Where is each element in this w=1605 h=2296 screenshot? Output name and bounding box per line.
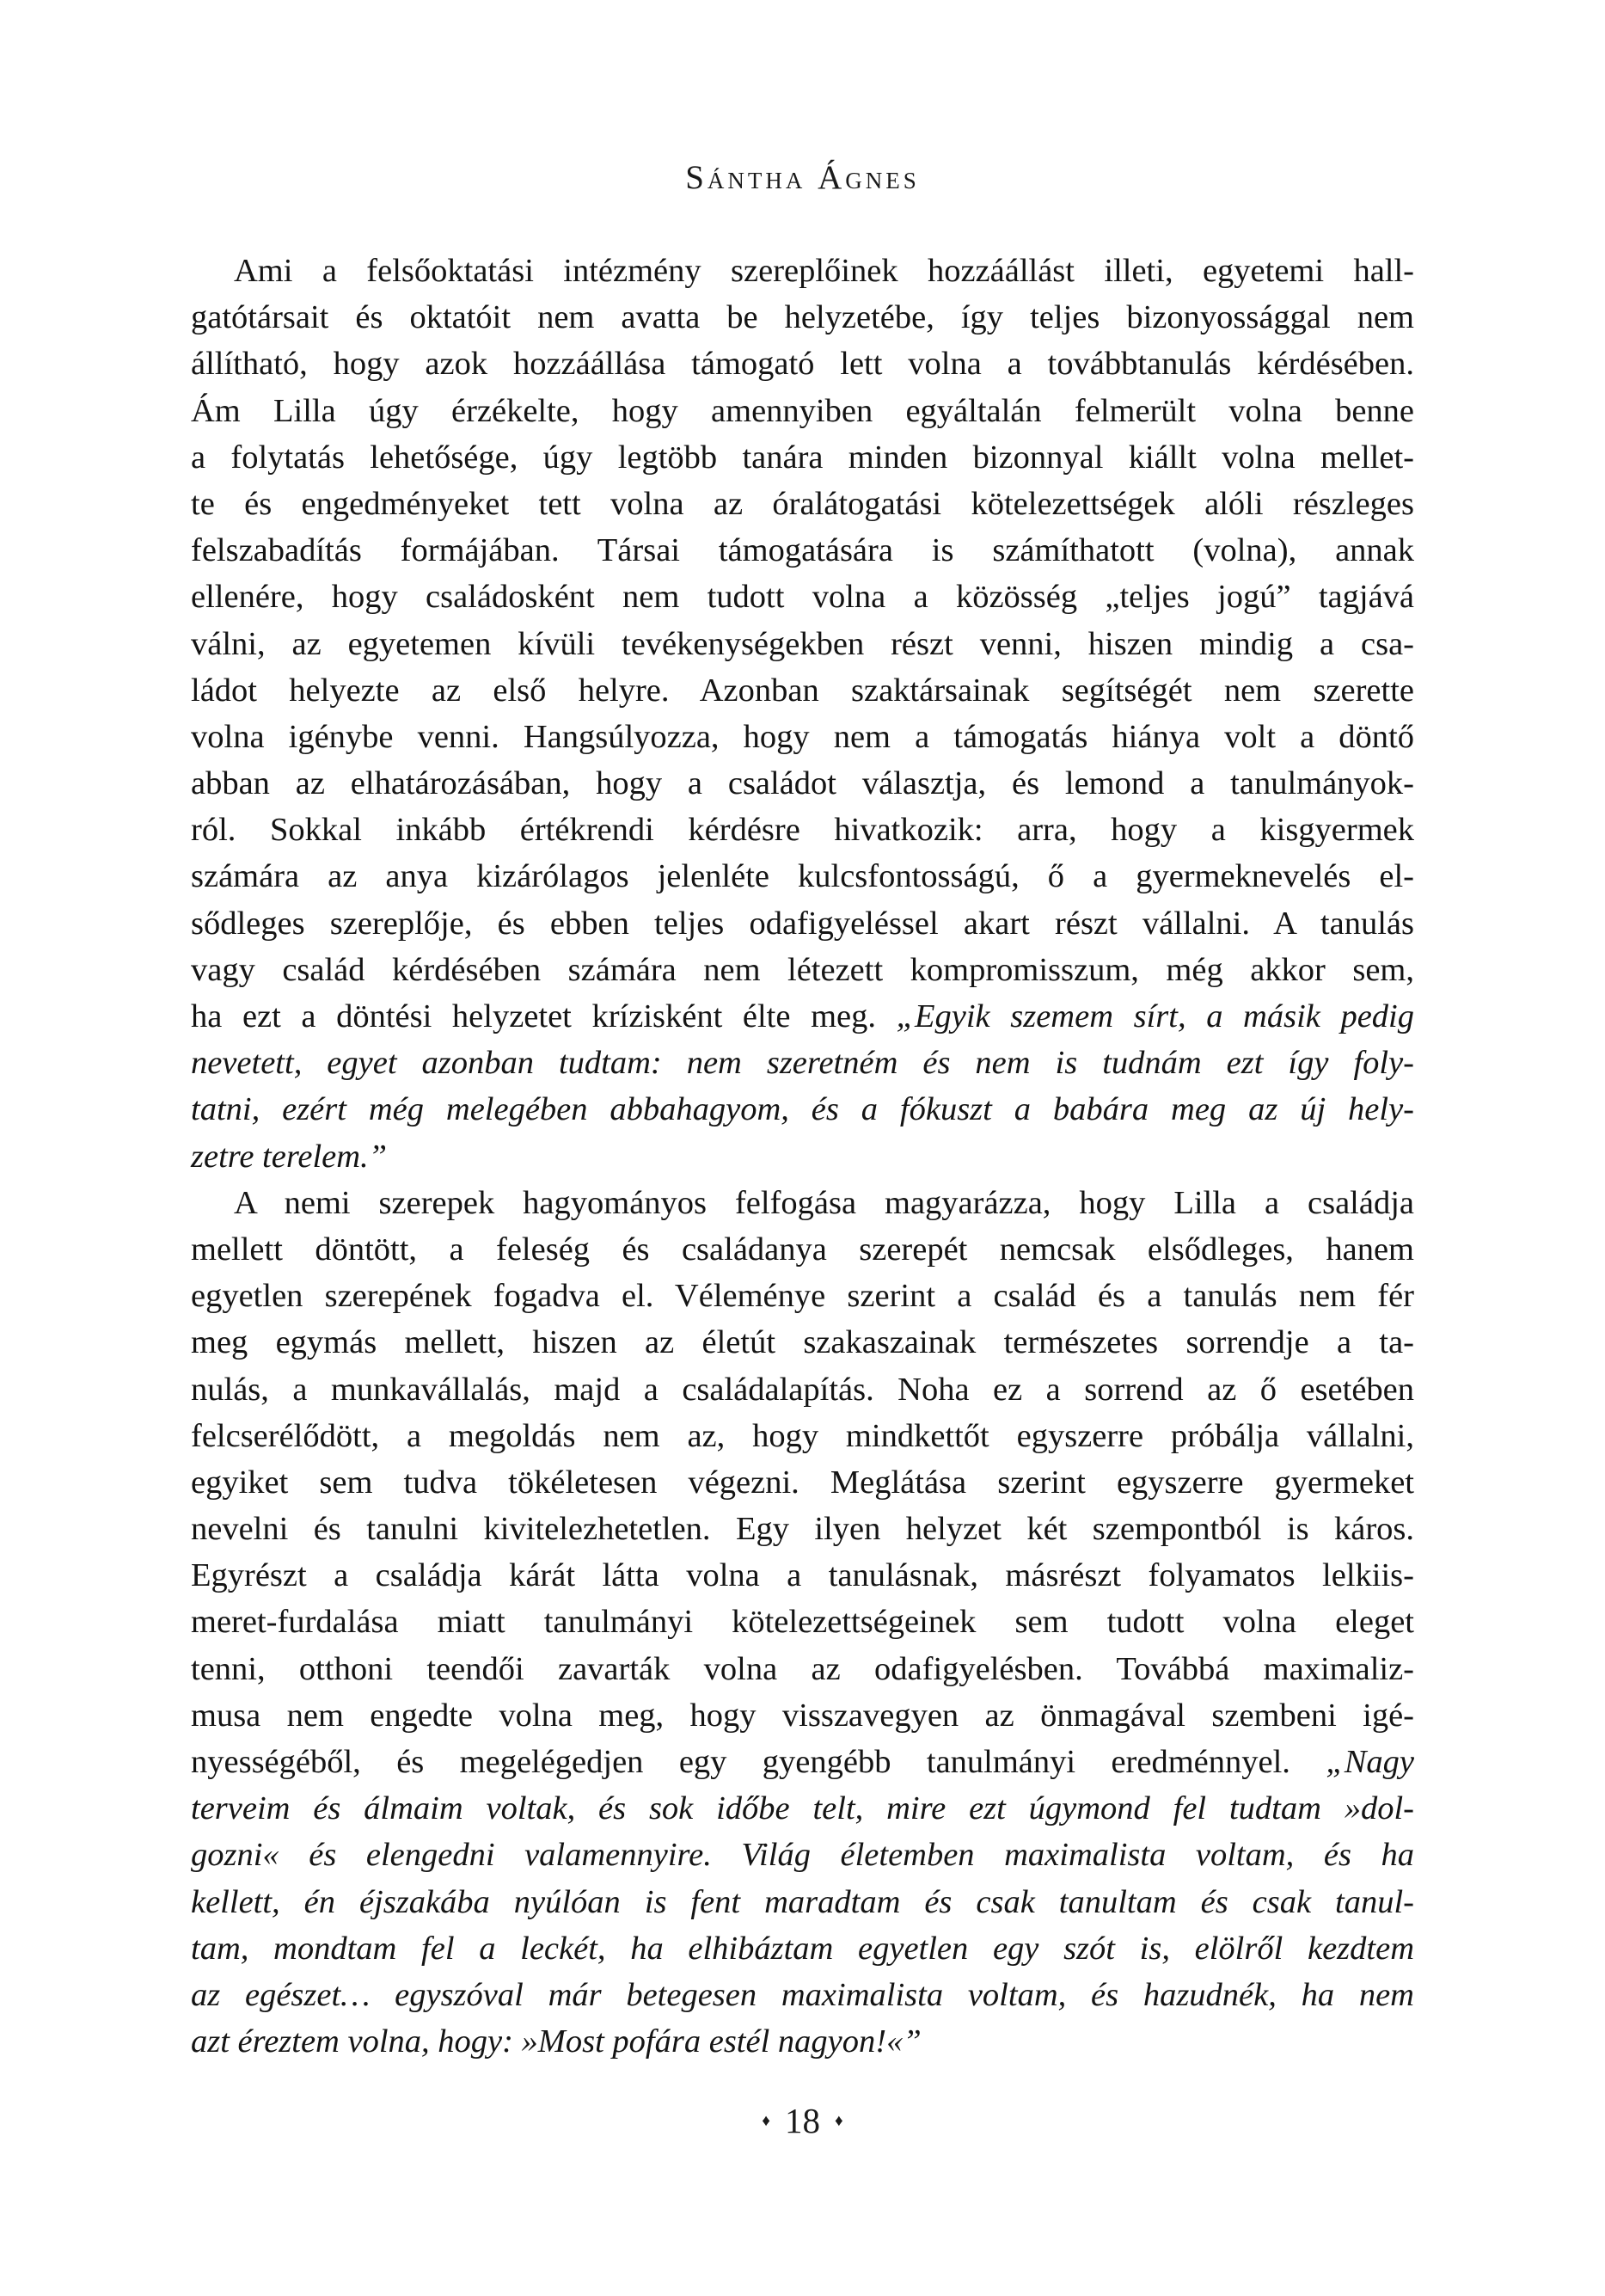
text-line: vagy család kérdésében számára nem létezett kompromisszum, még akkor sem,: [191, 951, 1414, 988]
text-line: Egyrészt a családja kárát látta volna a tanulásnak, másrészt folyamatos lelkiis-: [191, 1557, 1414, 1594]
text-line: az egészet… egyszóval már betegesen maximalista voltam, és hazudnék, ha nem: [191, 1976, 1414, 2013]
text-block: [191, 248, 1414, 2065]
diamond-ornament-right-icon: ♦: [835, 2112, 843, 2130]
text-line: nevelni és tanulni kivitelezhetetlen. Egy ilyen helyzet két szempontból is káros.: [191, 1511, 1414, 1548]
text-line: felcserélődött, a megoldás nem az, hogy mindkettőt egyszerre próbálja vállalni,: [191, 1417, 1414, 1454]
text-line: válni, az egyetemen kívüli tevékenységekben részt venni, hiszen mindig a csa-: [191, 625, 1414, 662]
text-line: tenni, otthoni teendői zavarták volna az odafigyelésben. Továbbá maximaliz-: [191, 1650, 1414, 1687]
text-line: egyiket sem tudva tökéletesen végezni. Meglátása szerint egyszerre gyermeket: [191, 1464, 1414, 1501]
text-line: A nemi szerepek hagyományos felfogása magyarázza, hogy Lilla a családja: [234, 1184, 1414, 1221]
text-line: meret-furdalása miatt tanulmányi kötelezettségeinek sem tudott volna eleget: [191, 1604, 1414, 1641]
text-line: gozni« és elengedni valamennyire. Világ életemben maximalista voltam, és ha: [191, 1837, 1414, 1874]
text-line: tatni, ezért még melegében abbahagyom, és a fókuszt a babára meg az új hely-: [191, 1091, 1414, 1128]
text-line: mellett döntött, a feleség és családanya szerepét nemcsak elsődleges, hanem: [191, 1231, 1414, 1268]
text-line: nulás, a munkavállalás, majd a családalapítás. Noha ez a sorrend az ő esetében: [191, 1371, 1414, 1408]
text-line: musa nem engedte volna meg, hogy visszavegyen az önmagával szembeni igé-: [191, 1697, 1414, 1734]
text-line: egyetlen szerepének fogadva el. Véleménye szerint a család és a tanulás nem fér: [191, 1278, 1414, 1315]
text-line: meg egymás mellett, hiszen az életút szakaszainak természetes sorrendje a ta-: [191, 1324, 1414, 1361]
text-line: te és engedményeket tett volna az óralátogatási kötelezettségek alóli részleges: [191, 485, 1414, 522]
text-line: állítható, hogy azok hozzáállása támogató lett volna a továbbtanulás kérdésében.: [191, 346, 1414, 383]
text-line: a folytatás lehetősége, úgy legtöbb tanára minden bizonnyal kiállt volna mellet-: [191, 439, 1414, 476]
text-line: kellett, én éjszakába nyúlóan is fent maradtam és csak tanultam és csak tanul-: [191, 1883, 1414, 1920]
text-line: zetre terelem.”: [191, 1138, 388, 1175]
text-line: Ám Lilla úgy érzékelte, hogy amennyiben egyáltalán felmerült volna benne: [191, 392, 1414, 429]
text-line: ha ezt a döntési helyzetet krízisként élte meg. „Egyik szemem sírt, a másik pedig: [191, 998, 1414, 1034]
text-line: számára az anya kizárólagos jelenléte kulcsfontosságú, ő a gyermeknevelés el-: [191, 858, 1414, 895]
text-line: felszabadítás formájában. Társai támogatására is számíthatott (volna), annak: [191, 532, 1414, 569]
page-number: 18: [785, 2101, 820, 2140]
author-header: Sántha Ágnes: [685, 159, 920, 196]
text-line: abban az elhatározásában, hogy a családot választja, és lemond a tanulmányok-: [191, 765, 1414, 802]
text-line: ról. Sokkal inkább értékrendi kérdésre hivatkozik: arra, hogy a kisgyermek: [191, 812, 1414, 849]
text-line: ellenére, hogy családosként nem tudott volna a közösség „teljes jogú” tagjává: [191, 579, 1414, 616]
text-line: nevetett, egyet azonban tudtam: nem szeretném és nem is tudnám ezt így foly-: [191, 1045, 1414, 1082]
text-line: azt éreztem volna, hogy: »Most pofára estél nagyon!«”: [191, 2023, 922, 2060]
text-line: terveim és álmaim voltak, és sok időbe telt, mire ezt úgymond fel tudtam »dol-: [191, 1790, 1414, 1827]
text-line: Ami a felsőoktatási intézmény szereplőinek hozzáállást illeti, egyetemi hall-: [234, 253, 1414, 289]
text-line: ládot helyezte az első helyre. Azonban szaktársainak segítségét nem szerette: [191, 672, 1414, 709]
page-footer: [0, 2100, 1605, 2141]
diamond-ornament-left-icon: ♦: [762, 2112, 770, 2130]
text-line: tam, mondtam fel a leckét, ha elhibáztam egyetlen egy szót is, elölről kezdtem: [191, 1930, 1414, 1967]
text-line: volna igénybe venni. Hangsúlyozza, hogy nem a támogatás hiánya volt a döntő: [191, 718, 1414, 755]
text-line: sődleges szereplője, és ebben teljes odafigyeléssel akart részt vállalni. A tanulás: [191, 905, 1414, 942]
text-line: nyességéből, és megelégedjen egy gyengébb tanulmányi eredménnyel. „Nagy: [191, 1744, 1414, 1780]
text-line: gatótársait és oktatóit nem avatta be helyzetébe, így teljes bizonyossággal nem: [191, 299, 1414, 336]
